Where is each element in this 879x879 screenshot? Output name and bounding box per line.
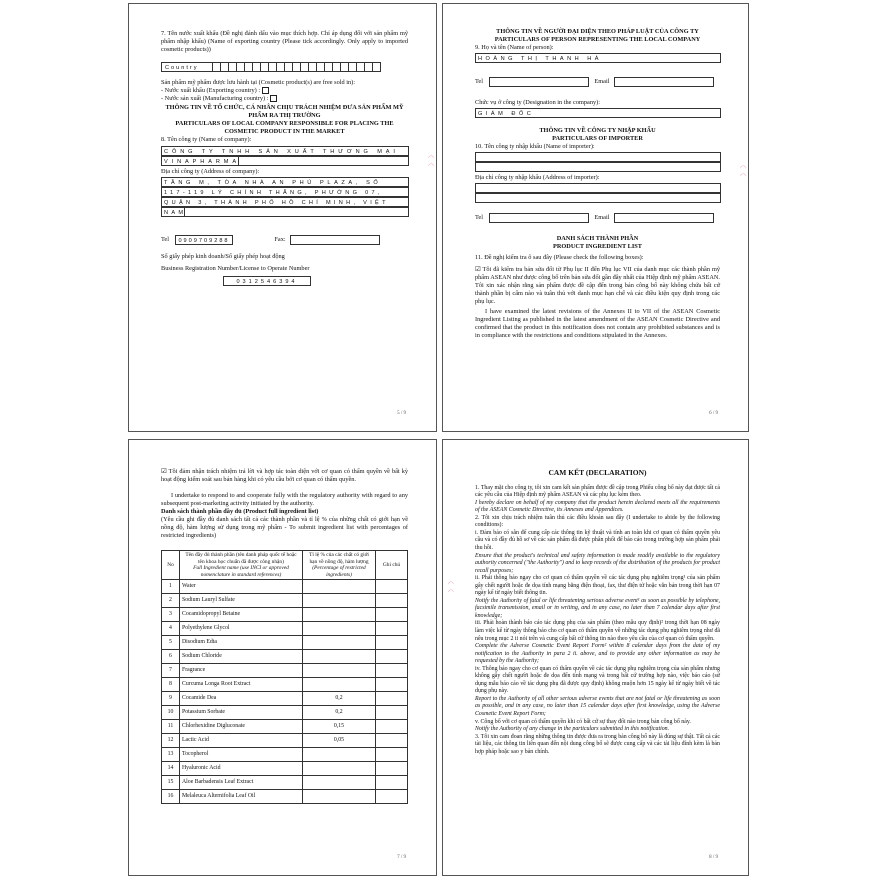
- cell-note: [376, 580, 408, 594]
- cell-note: [376, 650, 408, 664]
- rep-tel-field: [489, 77, 589, 87]
- cell-no: 12: [162, 734, 180, 748]
- cell-percentage: [303, 594, 376, 608]
- cell-percentage: [303, 580, 376, 594]
- cell-ingredient-name: Potassium Sorbate: [180, 706, 303, 720]
- declaration-3-vn: 3. Tôi xin cam đoan rằng những thông tin được đưa ra trong bản công bố này là đúng sự thật. Tất cả các tài liệu, các thông tin liên quan đến nội dung công bố sẽ được cung cấp và các tài liệu đính kèm là bản hợp pháp hoặc sao y bản chính.: [475, 733, 720, 755]
- company-address-line-1: TẦNG M, TÒA NHÀ AN PHÚ PLAZA, SỐ: [161, 177, 408, 187]
- cell-no: 15: [162, 776, 180, 790]
- importer-heading-vn: THÔNG TIN VỀ CÔNG TY NHẬP KHẨU: [539, 127, 656, 135]
- cell-note: [376, 762, 408, 776]
- document-page-7: [128, 439, 437, 876]
- annex-checkbox[interactable]: ☑: [475, 265, 481, 273]
- cell-note: [376, 692, 408, 706]
- condition-v-en: Notify the Authority of any change in the particulars submitted in this notification.: [475, 726, 670, 733]
- cell-note: [376, 720, 408, 734]
- cooperation-statement-en: I undertake to respond to and cooperate fully with the regulatory authority with regard to any subsequent post-marketing activity initiated by the authority.: [161, 492, 408, 508]
- cell-no: 5: [162, 636, 180, 650]
- ingredient-table: [161, 550, 408, 804]
- table-row: [162, 790, 408, 804]
- importer-email-label: Email: [594, 214, 610, 222]
- company-name-line-1: CÔNG TY TNHH SẢN XUẤT THƯƠNG MẠI: [161, 146, 408, 156]
- cell-percentage: [303, 762, 376, 776]
- table-row: [162, 678, 408, 692]
- declaration-1-vn: 1. Thay mặt cho công ty, tôi xin cam kết sản phẩm được đề cập trong Phiếu công bố này đạt được tất cả các yêu cầu của Hiệp định mỹ phẩm ASEAN và các phụ lục kèm theo.: [475, 484, 720, 499]
- table-row: [162, 650, 408, 664]
- rep-tel-label: Tel: [475, 78, 483, 86]
- col-percentage: [303, 551, 376, 580]
- company-name-label: 8. Tên công ty (Name of company):: [161, 136, 252, 144]
- table-row: [162, 664, 408, 678]
- condition-v-vn: v. Công bố với cơ quan có thẩm quyền khi có bất cứ sự thay đổi nào trong bản công bố này.: [475, 718, 691, 725]
- cell-percentage: 0,15: [303, 720, 376, 734]
- designation-value: GIÁM ĐỐC: [475, 108, 721, 118]
- cell-no: 1: [162, 580, 180, 594]
- cell-note: [376, 636, 408, 650]
- declaration-2-vn: 2. Tôi xin chịu trách nhiệm tuân thủ các điều khoản sau đây (I undertake to abide by the following conditions):: [475, 514, 720, 529]
- table-row: [162, 608, 408, 622]
- person-name-value: HOÀNG THỊ THANH HÀ: [475, 53, 721, 63]
- page-number: 8 / 9: [709, 854, 718, 860]
- manufacturing-country-checkbox[interactable]: [270, 95, 277, 102]
- annex-statement-vn: Tôi đã kiểm tra bản sửa đổi từ Phụ lục II đến Phụ lục VII của danh mục các thành phần mỹ phẩm ASEAN như được công bố trên bản sửa đổi gần đây nhất của Hiệp định mỹ phẩm ASEAN. Tôi xin xác nhận rằng sản phẩm được đề cập đến trong bản công bố này không chứa bất cứ thành phần bị cấm nào và tuân thủ với danh mục hạn chế và các điều kiện quy định trong các phụ lục.: [475, 265, 720, 305]
- page-number: 5 / 9: [397, 410, 406, 416]
- designation-label: Chức vụ ở công ty (Designation in the company):: [475, 99, 600, 107]
- annex-statement-en: I have examined the latest revisions of the Annexes II to VII of the ASEAN Cosmetic Ingredient Listing as published in the latest amendment of the ASEAN Cosmetic Directive and confirmed that the product in this notification does not contain any prohibited substances and is in compliance with the restrictions and conditions stipulated in the Annexes.: [475, 307, 720, 339]
- cell-ingredient-name: Fragrance: [180, 664, 303, 678]
- company-address-label: Địa chỉ công ty (Address of company):: [161, 167, 260, 175]
- cell-ingredient-name: Tocopherol: [180, 748, 303, 762]
- exporting-country-option: - Nước xuất khẩu (Exporting country) :: [161, 87, 261, 95]
- table-row: [162, 622, 408, 636]
- col-pct-vn: Tỉ lệ % của các chất có giới hạn về nồng độ, hàm lượng: [309, 552, 369, 565]
- cell-ingredient-name: Curcuma Longa Root Extract: [180, 678, 303, 692]
- cell-ingredient-name: Polyethylene Glycol: [180, 622, 303, 636]
- cell-ingredient-name: Cocamidopropyl Betaine: [180, 608, 303, 622]
- exporting-country-label: 7. Tên nước xuất khẩu (Đề nghị đánh dấu vào mục thích hợp. Chỉ áp dụng đối với sản phẩm mỹ phẩm nhập khẩu) (Name of exporting country (Please tick accordingly. Only apply to imported cosmetic products)): [161, 30, 408, 54]
- check-boxes-label: 11. Đề nghị kiểm tra ô sau đây (Please check the following boxes):: [475, 254, 644, 262]
- cell-ingredient-name: Melaleuca Alternifolia Leaf Oil: [180, 790, 303, 804]
- cell-note: [376, 594, 408, 608]
- cell-no: 6: [162, 650, 180, 664]
- importer-address-label: Địa chỉ công ty nhập khẩu (Address of importer):: [475, 174, 600, 182]
- cell-no: 2: [162, 594, 180, 608]
- table-row: [162, 720, 408, 734]
- free-sold-label: Sản phẩm mỹ phẩm được lưu hành tại (Cosmetic product(s) are free sold in):: [161, 79, 355, 87]
- col-pct-en: (Percentage of restricted ingredients): [312, 565, 366, 578]
- cell-note: [376, 776, 408, 790]
- representative-contact-row: [475, 77, 720, 87]
- document-page-8: [442, 439, 749, 876]
- license-number: 0312546394: [223, 276, 311, 286]
- cell-note: [376, 790, 408, 804]
- cell-note: [376, 608, 408, 622]
- cell-percentage: [303, 748, 376, 762]
- local-company-heading-en: PARTICULARS OF LOCAL COMPANY RESPONSIBLE FOR PLACING THE COSMETIC PRODUCT IN THE MARKET: [175, 120, 394, 136]
- condition-iv-vn: iv. Thông báo ngay cho cơ quan có thẩm quyền về các tác dụng phụ nghiêm trọng của sản phẩm nhưng không gây chết người hoặc đe dọa đến tính mạng và trong bất cứ trường hợp nào, việc báo cáo (sử dụng mẫu báo cáo về tác dụng phụ đã được quy định) không muộn hơn 15 ngày kể từ ngày biết về tác dụng phụ này.: [475, 665, 720, 695]
- condition-iii-en: Complete the Adverse Cosmetic Event Report Form² within 8 calendar days from the date of my notification to the Authority in para 2 ii. above, and to provide any other information as may be requested by the Authority;: [475, 643, 720, 665]
- local-company-heading-vn: THÔNG TIN VỀ TỔ CHỨC, CÁ NHÂN CHỊU TRÁCH NHIỆM ĐƯA SẢN PHẨM MỸ PHẨM RA THỊ TRƯỜNG: [165, 104, 404, 120]
- declaration-title: CAM KẾT (DECLARATION): [548, 468, 647, 477]
- table-row: [162, 762, 408, 776]
- cell-note: [376, 622, 408, 636]
- stamp-mark: ◠◠: [739, 164, 746, 180]
- fax-label: Fax:: [274, 235, 286, 243]
- country-value: Country: [161, 62, 213, 72]
- importer-heading-en: PARTICULARS OF IMPORTER: [552, 135, 643, 143]
- manufacturing-country-option: - Nước sản xuất (Manufacturing country) :: [161, 95, 269, 103]
- cell-no: 14: [162, 762, 180, 776]
- cell-no: 8: [162, 678, 180, 692]
- condition-ii-vn: ii. Phải thông báo ngay cho cơ quan có thẩm quyền về các tác dụng phụ nghiêm trọng¹ của sản phẩm gây chết người hoặc đe dọa tính mạng bằng điện thoại, fax, thư điện tử hoặc văn bản trong thời hạn 07 ngày kể từ ngày biết thông tin.: [475, 575, 720, 597]
- cell-percentage: 0,2: [303, 692, 376, 706]
- table-row: [162, 776, 408, 790]
- company-phone-row: [161, 235, 408, 245]
- cell-percentage: [303, 664, 376, 678]
- page-number: 6 / 9: [709, 410, 718, 416]
- cell-percentage: [303, 650, 376, 664]
- document-page-5: [128, 3, 437, 432]
- rep-email-field: [614, 77, 714, 87]
- table-row: [162, 636, 408, 650]
- cell-percentage: 0,05: [303, 734, 376, 748]
- stamp-mark: ◠◠: [446, 580, 454, 596]
- condition-iii-vn: iii. Phải hoàn thành báo cáo tác dụng phụ của sản phẩm (theo mẫu quy định)² trong thời hạn 08 ngày làm việc kể từ ngày thông báo cho cơ quan có thẩm quyền về những tác dụng phụ nghiêm trọng như đã nêu trong mục 2 ii nói trên và cung cấp bất cứ thông tin nào theo yêu cầu của cơ quan có thẩm quyền.: [475, 620, 720, 642]
- importer-email-field: [614, 213, 714, 223]
- cell-percentage: [303, 790, 376, 804]
- importer-contact-row: [475, 213, 720, 223]
- cell-note: [376, 748, 408, 762]
- cell-no: 10: [162, 706, 180, 720]
- cell-ingredient-name: Aloe Barbadensis Leaf Extract: [180, 776, 303, 790]
- col-no: No: [162, 551, 180, 580]
- exporting-country-checkbox[interactable]: [262, 87, 269, 94]
- document-page-6: [442, 3, 749, 432]
- cell-ingredient-name: Chlorhexidine Digluconate: [180, 720, 303, 734]
- ingredient-heading-en: PRODUCT INGREDIENT LIST: [553, 243, 642, 251]
- cell-ingredient-name: Sodium Lauryl Sulfate: [180, 594, 303, 608]
- condition-i-vn: i. Đảm bảo có sẵn để cung cấp các thông tin kỹ thuật và tính an toàn khi cơ quan có thẩm quyền yêu cầu và có đầy đủ hồ sơ về các sản phẩm đã được phân phối để báo cáo trong trường hợp sản phẩm phải thu hồi.: [475, 529, 720, 551]
- person-name-label: 9. Họ và tên (Name of person):: [475, 44, 554, 52]
- cooperation-statement-vn: Tôi đảm nhận trách nhiệm trả lời và hợp tác toàn diện với cơ quan có thẩm quyền về bất kỳ hoạt động kiểm soát sau bán hàng khi có yêu cầu bởi cơ quan có thẩm quyền.: [161, 468, 408, 484]
- cell-no: 13: [162, 748, 180, 762]
- cell-no: 3: [162, 608, 180, 622]
- cooperation-checkbox[interactable]: ☑: [161, 468, 167, 475]
- table-row: [162, 706, 408, 720]
- cell-percentage: [303, 678, 376, 692]
- full-ingredient-heading: Danh sách thành phần đầy đủ (Product full ingredient list): [161, 508, 319, 516]
- cell-ingredient-name: Disodium Edta: [180, 636, 303, 650]
- cell-no: 9: [162, 692, 180, 706]
- company-name-line-2: VINAPHARMA: [161, 156, 408, 166]
- cell-percentage: [303, 636, 376, 650]
- tel-label: Tel: [161, 235, 169, 243]
- cell-ingredient-name: Water: [180, 580, 303, 594]
- cell-no: 11: [162, 720, 180, 734]
- company-address-line-2: 117-119 LÝ CHÍNH THẮNG, PHƯỜNG 07,: [161, 187, 408, 197]
- cell-no: 4: [162, 622, 180, 636]
- col-name-en: Full Ingredient name (use INCI or approved nomenclature in standard references): [193, 565, 289, 578]
- ingredient-heading-vn: DANH SÁCH THÀNH PHẦN: [556, 235, 639, 243]
- cell-note: [376, 664, 408, 678]
- cell-percentage: 0,2: [303, 706, 376, 720]
- condition-iv-en: Report to the Authority of all other serious adverse events that are not fatal or life threatening as soon as possible, and in any case, no later than 15 calendar days after first knowledge, using the Adverse Cosmetic Event Report Form;: [475, 695, 720, 717]
- cell-ingredient-name: Sodium Chloride: [180, 650, 303, 664]
- cell-ingredient-name: Cocamide Dea: [180, 692, 303, 706]
- stamp-mark: ◠◠: [427, 154, 434, 170]
- importer-tel-field: [489, 213, 589, 223]
- cell-note: [376, 678, 408, 692]
- tel-value: 0909709288: [175, 235, 233, 245]
- cell-note: [376, 706, 408, 720]
- importer-name-label: 10. Tên công ty nhập khẩu (Name of importer):: [475, 143, 595, 151]
- table-row: [162, 580, 408, 594]
- table-row: [162, 594, 408, 608]
- table-row: [162, 734, 408, 748]
- license-label-en: Business Registration Number/License to Operate Number: [161, 264, 310, 272]
- cell-note: [376, 734, 408, 748]
- license-label-vn: Số giấy phép kinh doanh/Số giấy phép hoạt động: [161, 252, 285, 260]
- cell-percentage: [303, 608, 376, 622]
- ingredient-instruction: (Yêu cầu ghi đầy đủ danh sách tất cả các thành phần và tỉ lệ % của những chất có giới hạn về nồng độ, hàm lượng sử dụng trong mỹ phẩm - To submit ingredient list with percentages of restricted ingredients): [161, 516, 408, 540]
- page-number: 7 / 9: [397, 854, 406, 860]
- col-note: Ghi chú: [376, 551, 408, 580]
- company-address-line-4: NAM: [161, 207, 408, 217]
- fax-value: [290, 235, 380, 245]
- cell-ingredient-name: Lactic Acid: [180, 734, 303, 748]
- cell-no: 16: [162, 790, 180, 804]
- cell-percentage: [303, 622, 376, 636]
- table-row: [162, 748, 408, 762]
- company-address-line-3: QUẬN 3, THÀNH PHỐ HỒ CHÍ MINH, VIỆT: [161, 197, 408, 207]
- cell-no: 7: [162, 664, 180, 678]
- rep-email-label: Email: [594, 78, 610, 86]
- declaration-1-en: I hereby declare on behalf of my company that the product herein declared meets all the requirements of the ASEAN Cosmetic Directive, its Annexes and Appendices.: [475, 499, 720, 514]
- country-boxes: [161, 62, 408, 72]
- cell-percentage: [303, 776, 376, 790]
- cell-ingredient-name: Hyaluronic Acid: [180, 762, 303, 776]
- importer-tel-label: Tel: [475, 214, 483, 222]
- table-row: [162, 692, 408, 706]
- representative-heading-vn: THÔNG TIN VỀ NGƯỜI ĐẠI DIỆN THEO PHÁP LUẬT CỦA CÔNG TY: [496, 28, 699, 35]
- condition-i-en: Ensure that the product's technical and safety information is made readily available to the regulatory authority concerned ("the Authority") and to keep records of the distribution of the products for product recall purposes;: [475, 552, 720, 574]
- col-ingredient-name: [180, 551, 303, 580]
- col-name-vn: Tên đầy đủ thành phần (tên danh pháp quốc tế hoặc tên khoa học chuẩn đã được công nhận): [185, 552, 297, 565]
- condition-ii-en: Notify the Authority of fatal or life threatening serious adverse event¹ as soon as possible by telephone, facsimile transmission, email or in writing, and in any case, no later than 7 calendar days after first knowledge;: [475, 597, 720, 619]
- representative-heading-en: PARTICULARS OF PERSON REPRESENTING THE LOCAL COMPANY: [494, 36, 701, 44]
